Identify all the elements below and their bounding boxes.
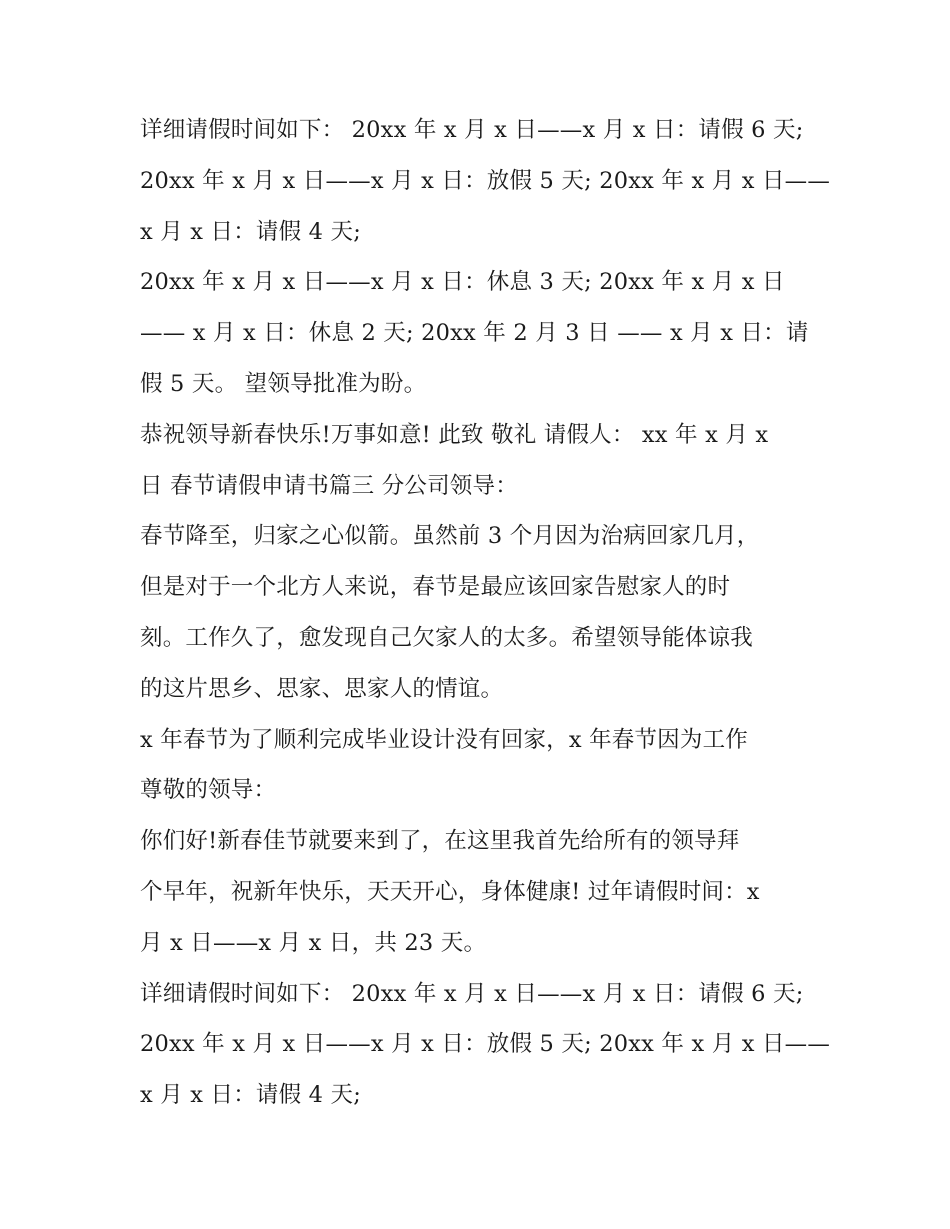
text-line: 个早年，祝新年快乐，天天开心，身体健康! 过年请假时间：x — [140, 878, 760, 905]
text-line: 刻。工作久了，愈发现自己欠家人的太多。希望领导能体谅我 — [140, 624, 753, 651]
text-line: x 年春节为了顺利完成毕业设计没有回家，x 年春节因为工作 — [140, 726, 748, 753]
text-line: 你们好!新春佳节就要来到了，在这里我首先给所有的领导拜 — [140, 828, 740, 855]
text-line: 春节降至，归家之心似箭。虽然前 3 个月因为治病回家几月， — [140, 523, 760, 550]
text-line: 假 5 天。 望领导批准为盼。 — [140, 370, 427, 397]
text-line: 尊敬的领导： — [140, 777, 277, 804]
text-line: 恭祝领导新春快乐!万事如意! 此致 敬礼 请假人： xx 年 x 月 x — [140, 421, 769, 448]
text-line: 月 x 日——x 月 x 日，共 23 天。 — [140, 929, 487, 956]
text-line: 详细请假时间如下： 20xx 年 x 月 x 日——x 月 x 日：请假 6 天; — [140, 980, 804, 1007]
text-line: 的这片思乡、思家、思家人的情谊。 — [140, 675, 504, 702]
text-line: 详细请假时间如下： 20xx 年 x 月 x 日——x 月 x 日：请假 6 天; — [140, 117, 804, 143]
text-line: x 月 x 日：请假 4 天; — [140, 218, 362, 245]
document-body — [140, 105, 831, 1121]
text-line: 20xx 年 x 月 x 日——x 月 x 日：放假 5 天; 20xx 年 x 月 x 日—— — [140, 1031, 831, 1058]
text-line: 20xx 年 x 月 x 日——x 月 x 日：放假 5 天; 20xx 年 x 月 x 日—— — [140, 167, 831, 194]
text-line: 但是对于一个北方人来说，春节是最应该回家告慰家人的时 — [140, 574, 731, 601]
text-line: —— x 月 x 日：休息 2 天; 20xx 年 2 月 3 日 —— x 月 x 日：请 — [140, 320, 809, 347]
text-line: 20xx 年 x 月 x 日——x 月 x 日：休息 3 天; 20xx 年 x 月 x 日 — [140, 269, 785, 296]
text-line: 日 春节请假申请书篇三 分公司领导： — [140, 472, 518, 499]
text-line: x 月 x 日：请假 4 天; — [140, 1082, 362, 1109]
